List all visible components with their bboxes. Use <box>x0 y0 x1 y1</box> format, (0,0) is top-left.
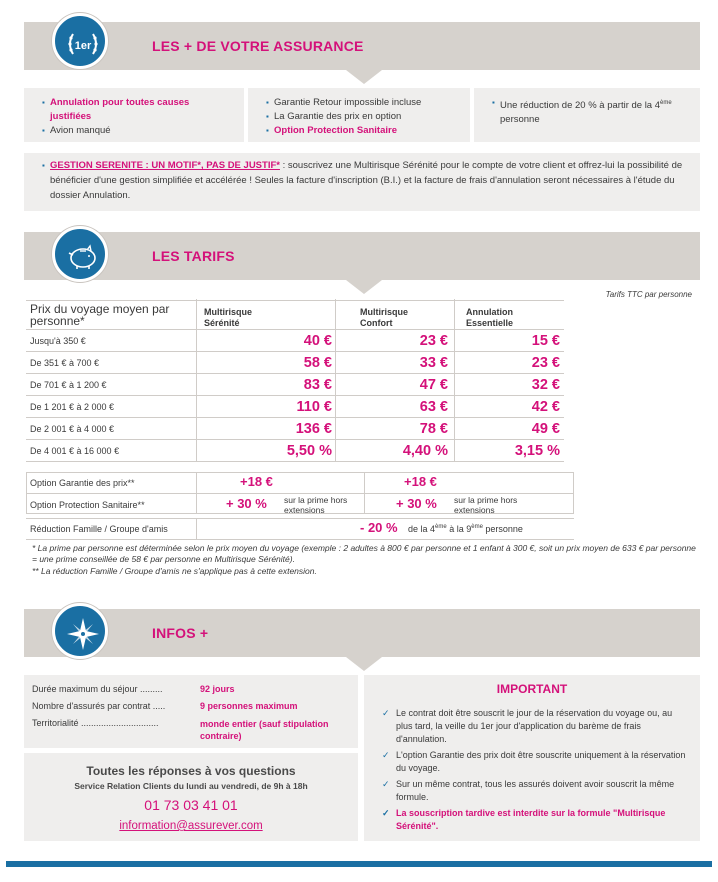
list-item: ✓ L'option Garantie des prix doit être souscrite uniquement à la réservation du voyage. <box>382 750 686 773</box>
row-label: De 2 001 € à 4 000 € <box>30 424 115 434</box>
contact-subtitle: Service Relation Clients du lundi au vendredi, de 9h à 18h <box>74 781 308 791</box>
list-item: ▪ Option Protection Sanitaire <box>274 124 470 138</box>
advantages-col1 <box>24 88 244 142</box>
row-value: 3,15 % <box>514 443 560 459</box>
row-value: 23 € <box>531 355 560 371</box>
row-value: 42 € <box>531 399 560 415</box>
info-value-duree: 92 jours <box>200 684 235 694</box>
reduction-value: - 20 % <box>360 520 398 535</box>
footnote-1: * La prime par personne est déterminée selon le prix moyen du voyage (exemple : 2 adultes à 800 € par personne et 1 enfant à 300 €, soit un prix moyen de 633 € par personne = une prime conseillée de 58 € par personne en Multirisque Sérénité). <box>32 543 696 564</box>
section-header-assurance <box>24 22 700 70</box>
reduction-text: de la 4ème à la 9ème personne <box>408 524 523 534</box>
header-col-essentielle: Annulation Essentielle <box>466 307 514 328</box>
important-list <box>382 707 688 833</box>
row-value: 136 € <box>295 421 332 437</box>
phone-number[interactable]: 01 73 03 41 01 <box>144 797 238 813</box>
laurel-badge-icon <box>52 13 108 69</box>
section-header-tarifs <box>24 232 700 280</box>
opt2-text-confort: sur la prime hors extensions <box>454 495 518 515</box>
row-value: 63 € <box>419 399 448 415</box>
opt2-value-confort: + 30 % <box>396 496 437 511</box>
row-label: De 701 € à 1 200 € <box>30 380 107 390</box>
footer-bar <box>6 861 712 867</box>
row-value: 5,50 % <box>286 443 332 459</box>
check-icon: ✓ <box>382 808 390 818</box>
info-label-assures: Nombre d'assurés par contrat ..... <box>32 701 166 711</box>
row-value: 78 € <box>419 421 448 437</box>
badge-text: 1er <box>74 40 92 52</box>
row-label: De 4 001 € à 16 000 € <box>30 446 120 456</box>
table-row <box>26 375 564 396</box>
row-value: 4,40 % <box>402 443 448 459</box>
gestion-serenite-box: ▪ GESTION SERENITE : UN MOTIF*, PAS DE JUSTIF* : souscrivez une Multirisque Sérénité pour le compte de votre client et offrez-lui la possibilité de bénéficier d'une gestion simplifiée et accélérée ! Seules la facture d'inscription (B.I.) et la facture de frais d'annulation seront nécessaires à l'étude du dossier Annulation. <box>24 153 700 211</box>
info-label-territorialite: Territorialité ............................... <box>32 718 159 728</box>
header-price-label: Prix du voyage moyen par personne* <box>30 302 170 328</box>
table-row <box>26 331 564 352</box>
section-title: INFOS + <box>152 625 209 641</box>
info-value-assures: 9 personnes maximum <box>200 701 298 711</box>
section-header-infos <box>24 609 700 657</box>
row-value: 23 € <box>419 333 448 349</box>
row-value: 40 € <box>303 333 332 349</box>
row-label: De 351 € à 700 € <box>30 358 100 368</box>
table-row <box>26 353 564 374</box>
contact-title: Toutes les réponses à vos questions <box>86 764 296 778</box>
gestion-title: GESTION SERENITE : UN MOTIF*, PAS DE JUSTIF* <box>50 160 280 171</box>
table-row <box>26 441 564 462</box>
header-col-confort: Multirisque Confort <box>360 307 409 328</box>
table-row <box>26 419 564 440</box>
info-value-territorialite: monde entier (sauf stipulation contraire) <box>200 719 329 741</box>
check-icon: ✓ <box>382 779 390 789</box>
opt2-value-serenite: + 30 % <box>226 496 267 511</box>
list-item: ▪ Annulation pour toutes causes justifiées <box>50 96 220 124</box>
check-icon: ✓ <box>382 708 390 718</box>
row-value: 58 € <box>303 355 332 371</box>
opt1-value-confort: +18 € <box>404 474 437 489</box>
compass-star-icon <box>52 603 108 659</box>
footnote-2: ** La réduction Famille / Groupe d'amis ne s'applique pas à cette extension. <box>32 566 317 576</box>
list-item: ✓ Sur un même contrat, tous les assurés doivent avoir souscrit la même formule. <box>382 779 675 802</box>
list-item: ▪ Une réduction de 20 % à partir de la 4ème personne <box>500 96 680 127</box>
opt2-text-serenite: sur la prime hors extensions <box>284 495 348 515</box>
opt1-value-serenite: +18 € <box>240 474 273 489</box>
row-value: 32 € <box>531 377 560 393</box>
row-value: 83 € <box>303 377 332 393</box>
important-title: IMPORTANT <box>496 682 568 696</box>
header-col-serenite: Multirisque Sérénité <box>204 307 253 328</box>
row-value: 15 € <box>531 333 560 349</box>
advantages-col3 <box>474 88 700 142</box>
row-label: De 1 201 € à 2 000 € <box>30 402 115 412</box>
reduction-label: Réduction Famille / Groupe d'amis <box>30 524 168 534</box>
list-item: ✓ Le contrat doit être souscrit le jour de la réservation du voyage ou, au plus tard, la veille du 1er jour d'application du barème de frais d'annulation. <box>382 708 673 744</box>
row-value: 49 € <box>531 421 560 437</box>
piggy-bank-icon <box>52 226 108 282</box>
advantages-col2 <box>248 88 470 142</box>
row-value: 33 € <box>419 355 448 371</box>
row-value: 47 € <box>419 377 448 393</box>
ttc-note: Tarifs TTC par personne <box>605 290 692 299</box>
list-item: ✓ La souscription tardive est interdite sur la formule "Multirisque Sérénité". <box>382 808 666 831</box>
gestion-text: : souscrivez une Multirisque Sérénité pour le compte de votre client et offrez-lui la possibilité de bénéficier d'une gestion simplifiée et accélérée ! Seules la facture d'inscription (B.I.) et la facture de frais d'annulation seront nécessaires à l'étude du dossier Annulation. <box>50 160 683 201</box>
email-link[interactable]: information@assurever.com <box>119 820 263 832</box>
check-icon: ✓ <box>382 750 390 760</box>
table-row <box>26 397 564 418</box>
row-label: Jusqu'à 350 € <box>30 336 86 346</box>
row-value: 110 € <box>296 399 332 415</box>
list-item: ▪ Garantie Retour impossible incluse <box>274 96 470 110</box>
info-label-duree: Durée maximum du séjour ......... <box>32 684 163 694</box>
section-title: LES + DE VOTRE ASSURANCE <box>152 38 364 54</box>
section-title: LES TARIFS <box>152 248 235 264</box>
list-item: ▪ La Garantie des prix en option <box>274 110 470 124</box>
list-item: ▪ Avion manqué <box>50 124 244 138</box>
